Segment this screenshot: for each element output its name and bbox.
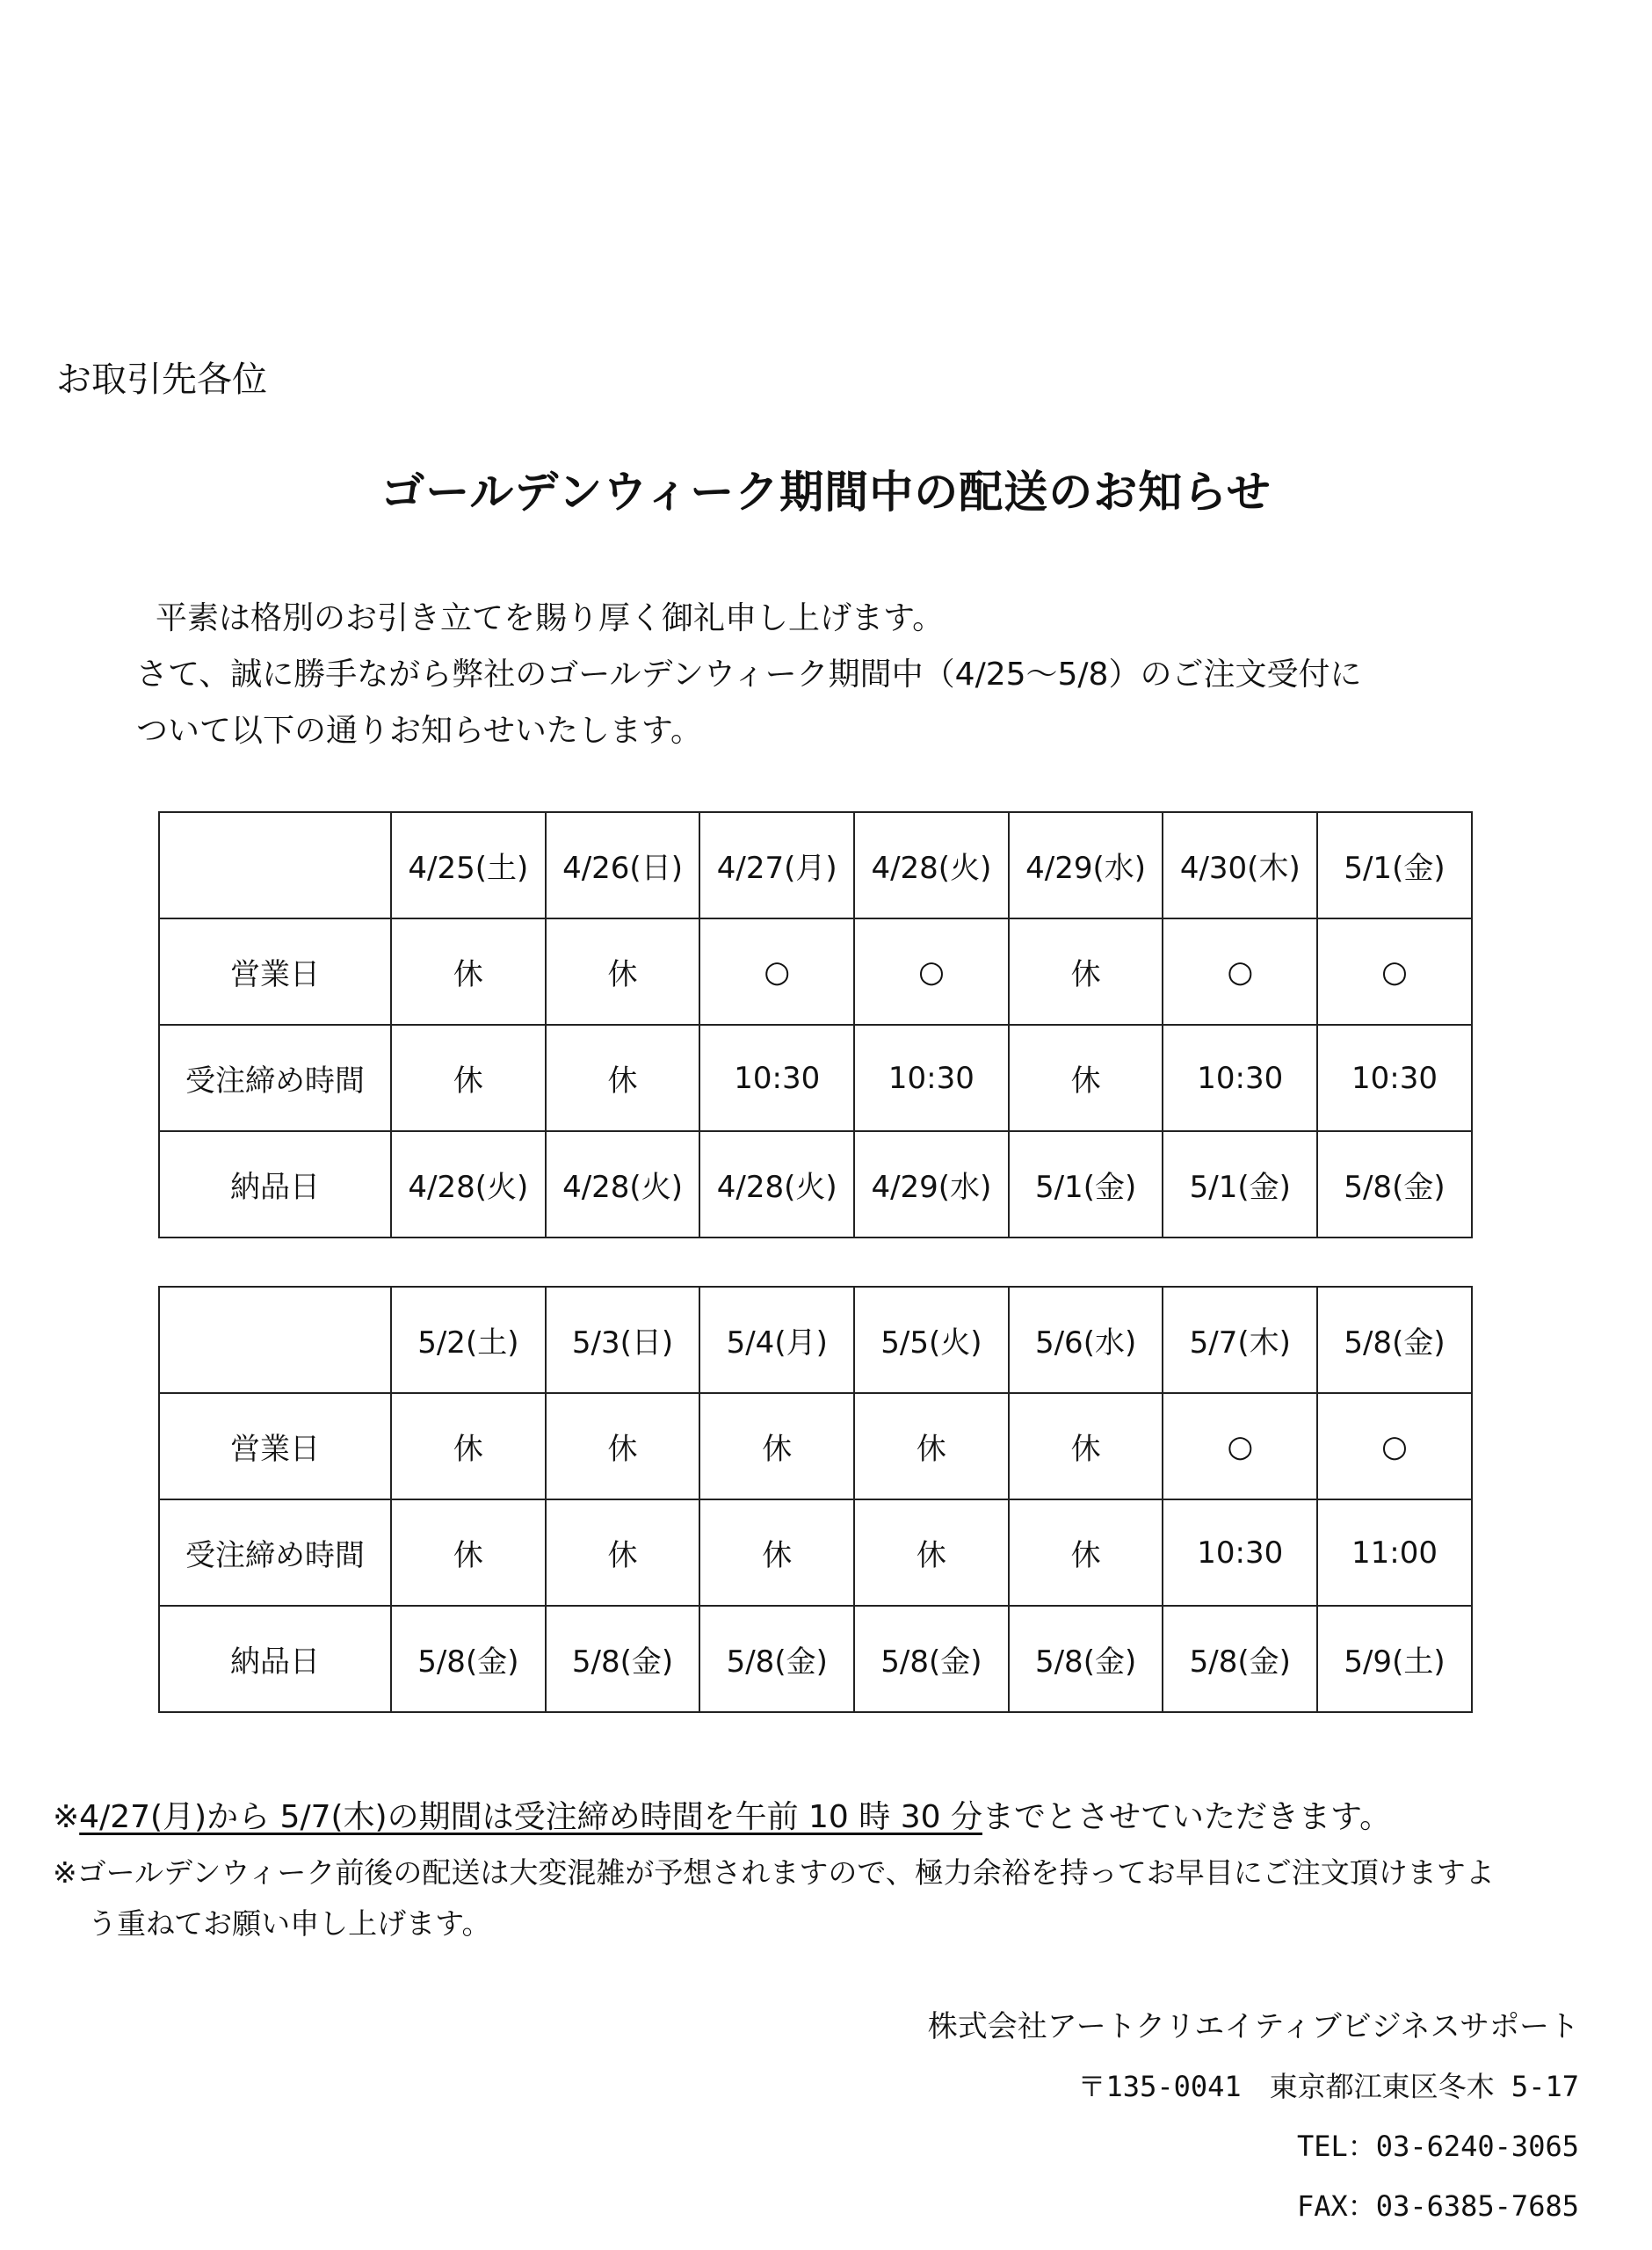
table-header-row xyxy=(159,1287,1472,1393)
table-cell: 4/28(火) xyxy=(546,1131,700,1238)
schedule-table xyxy=(158,811,1473,1238)
note-underlined-text: 4/27(月)から 5/7(木)の期間は受注締め時間を午前 10 時 30 分 xyxy=(79,1799,982,1835)
notes xyxy=(53,1793,1617,1949)
table-cell: 4/28(火) xyxy=(391,1131,546,1238)
table-cell: 5/8(金) xyxy=(699,1606,854,1712)
table-cell: 休 xyxy=(546,1393,700,1499)
table-cell: 休 xyxy=(546,1025,700,1131)
row-label-cell: 受注締め時間 xyxy=(159,1499,391,1606)
table-corner-cell xyxy=(159,812,391,918)
table-cell: 10:30 xyxy=(1163,1499,1317,1606)
table-row xyxy=(159,1499,1472,1606)
date-header-cell: 5/2(土) xyxy=(391,1287,546,1393)
table-cell: 5/9(土) xyxy=(1317,1606,1472,1712)
row-label-cell: 納品日 xyxy=(159,1131,391,1238)
note-line: ※ゴールデンウィーク前後の配送は大変混雑が予想されますので、極力余裕を持ってお早目にご注文頂けますよ xyxy=(53,1855,1495,1890)
table-cell: 休 xyxy=(1009,1025,1163,1131)
table-cell: 11:00 xyxy=(1317,1499,1472,1606)
date-header-cell: 4/25(土) xyxy=(391,812,546,918)
table-cell: 休 xyxy=(699,1499,854,1606)
note-mark: ※ xyxy=(53,1799,80,1835)
table-cell: ○ xyxy=(1163,918,1317,1025)
date-header-cell: 5/1(金) xyxy=(1317,812,1472,918)
table-cell: 5/8(金) xyxy=(1009,1606,1163,1712)
table-cell: 4/28(火) xyxy=(699,1131,854,1238)
table-cell: 10:30 xyxy=(1163,1025,1317,1131)
row-label-cell: 営業日 xyxy=(159,918,391,1025)
table-cell: 休 xyxy=(1009,1499,1163,1606)
table-cell: 休 xyxy=(699,1393,854,1499)
addressee: お取引先各位 xyxy=(56,359,267,400)
table-cell: 休 xyxy=(854,1499,1009,1606)
company-name: 株式会社アートクリエイティブビジネスサポート xyxy=(927,2009,1579,2044)
company-tel: TEL：03-6240-3065 xyxy=(1297,2130,1579,2163)
table-cell: 休 xyxy=(391,918,546,1025)
intro-line: 平素は格別のお引き立てを賜り厚く御礼申し上げます。 xyxy=(156,600,945,636)
schedule-table xyxy=(158,1286,1473,1713)
note-suffix: までとさせていただきます。 xyxy=(982,1799,1392,1835)
date-header-cell: 4/26(日) xyxy=(546,812,700,918)
table-cell: ○ xyxy=(1317,918,1472,1025)
intro-line: ついて以下の通りお知らせいたします。 xyxy=(136,713,703,749)
note-cutoff xyxy=(53,1793,1617,1842)
table-cell: 休 xyxy=(391,1499,546,1606)
row-label-cell: 営業日 xyxy=(159,1393,391,1499)
table-cell: 休 xyxy=(1009,1393,1163,1499)
note-line: う重ねてお願い申し上げます。 xyxy=(88,1906,491,1941)
table-cell: 休 xyxy=(546,918,700,1025)
table-cell: 5/1(金) xyxy=(1009,1131,1163,1238)
company-fax: FAX：03-6385-7685 xyxy=(1297,2189,1579,2223)
row-label-cell: 納品日 xyxy=(159,1606,391,1712)
notice-title: ゴールデンウィーク期間中の配送のお知らせ xyxy=(380,467,1272,518)
table-cell: ○ xyxy=(699,918,854,1025)
date-header-cell: 4/28(火) xyxy=(854,812,1009,918)
table-cell: 5/1(金) xyxy=(1163,1131,1317,1238)
company-address: 〒135-0041 東京都江東区冬木 5-17 xyxy=(1077,2070,1579,2103)
table-cell: ○ xyxy=(854,918,1009,1025)
table-cell: 5/8(金) xyxy=(546,1606,700,1712)
date-header-cell: 5/4(月) xyxy=(699,1287,854,1393)
date-header-cell: 4/29(水) xyxy=(1009,812,1163,918)
table-cell: 10:30 xyxy=(699,1025,854,1131)
table-cell: ○ xyxy=(1317,1393,1472,1499)
table-cell: ○ xyxy=(1163,1393,1317,1499)
date-header-cell: 4/27(月) xyxy=(699,812,854,918)
note-congestion xyxy=(53,1847,1617,1949)
table-row xyxy=(159,1606,1472,1712)
table-header-row xyxy=(159,812,1472,918)
table-cell: 10:30 xyxy=(854,1025,1009,1131)
table-cell: 休 xyxy=(391,1393,546,1499)
table-cell: 5/8(金) xyxy=(854,1606,1009,1712)
table-cell: 5/8(金) xyxy=(391,1606,546,1712)
table-cell: 休 xyxy=(391,1025,546,1131)
date-header-cell: 5/6(水) xyxy=(1009,1287,1163,1393)
row-label-cell: 受注締め時間 xyxy=(159,1025,391,1131)
table-cell: 休 xyxy=(546,1499,700,1606)
table-corner-cell xyxy=(159,1287,391,1393)
intro-paragraph xyxy=(136,591,1560,759)
date-header-cell: 4/30(木) xyxy=(1163,812,1317,918)
date-header-cell: 5/8(金) xyxy=(1317,1287,1472,1393)
table-cell: 5/8(金) xyxy=(1317,1131,1472,1238)
date-header-cell: 5/3(日) xyxy=(546,1287,700,1393)
table-row xyxy=(159,1131,1472,1238)
date-header-cell: 5/7(木) xyxy=(1163,1287,1317,1393)
table-cell: 10:30 xyxy=(1317,1025,1472,1131)
intro-line: さて、誠に勝手ながら弊社のゴールデンウィーク期間中（4/25～5/8）のご注文受付に xyxy=(136,657,1362,693)
table-cell: 休 xyxy=(854,1393,1009,1499)
table-cell: 4/29(水) xyxy=(854,1131,1009,1238)
table-row xyxy=(159,1393,1472,1499)
date-header-cell: 5/5(火) xyxy=(854,1287,1009,1393)
table-cell: 休 xyxy=(1009,918,1163,1025)
table-cell: 5/8(金) xyxy=(1163,1606,1317,1712)
table-row xyxy=(159,918,1472,1025)
company-info xyxy=(928,1997,1579,2236)
table-row xyxy=(159,1025,1472,1131)
